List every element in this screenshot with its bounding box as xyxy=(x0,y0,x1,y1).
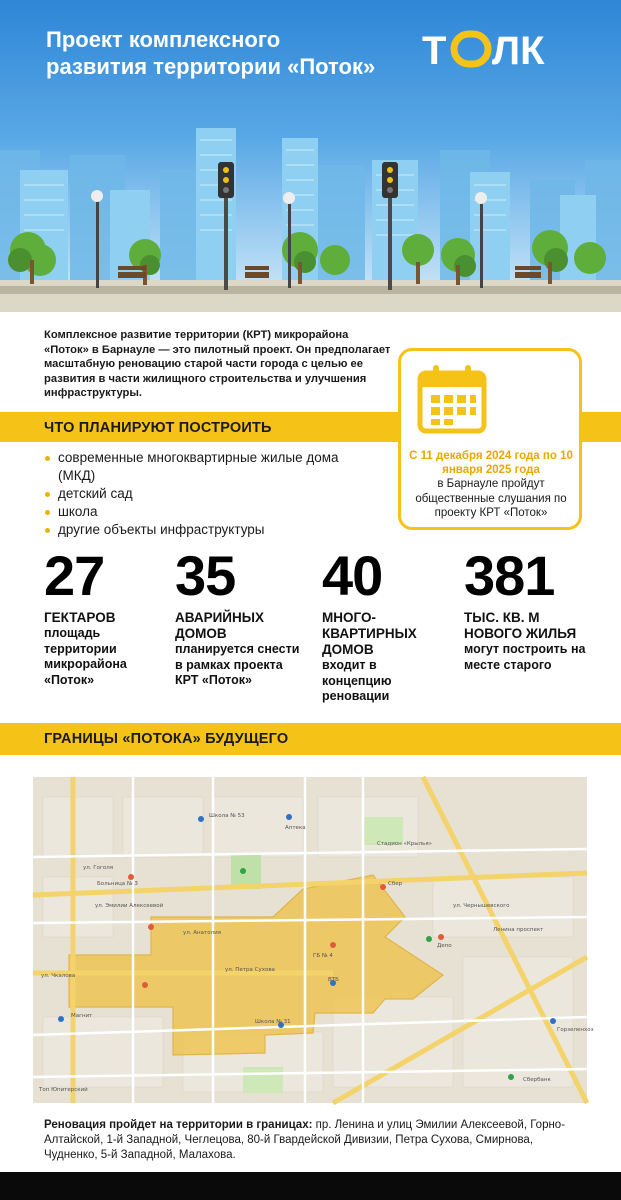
stat-hectares xyxy=(44,544,164,688)
borders-title: ГРАНИЦЫ «ПОТОКА» БУДУЩЕГО xyxy=(44,731,289,747)
map-label: Школа № 31 xyxy=(255,1019,291,1025)
map-label: ул. Гоголя xyxy=(83,865,114,871)
borders-streets: пр. Ленина и улиц Эмилии Алексеевой, Горно-Алтайской, 1-й Западной, Чеглецова, 80-й Гвардейской Дивизии, Петра Сухова, Смирнова, Чудненко, 5-й Западной, Малахова. xyxy=(44,1119,566,1161)
stat-emergency-houses xyxy=(175,544,303,689)
stat-unit: ТЫС. КВ. М НОВОГО ЖИЛЬЯ xyxy=(464,610,577,641)
map-label: ВТБ xyxy=(328,977,339,983)
stat-unit: ГЕКТАРОВ xyxy=(44,610,116,625)
map-label: Больница № 3 xyxy=(97,881,138,887)
map-label: Аптека xyxy=(285,825,306,831)
map-label: ГБ № 4 xyxy=(313,953,333,959)
map-label: Стадион «Крылья» xyxy=(377,841,433,847)
list-item: детский сад xyxy=(44,485,344,503)
map-label: ул. Анатолия xyxy=(183,930,221,936)
map-label: ул. Чернышевского xyxy=(453,903,510,909)
borders-band xyxy=(0,723,621,755)
hearings-text: в Барнауле пройдут общественные слушания по проекту КРТ «Поток» xyxy=(415,478,567,519)
svg-text:ЛК: ЛК xyxy=(492,29,545,73)
intro-text: Комплексное развитие территории (КРТ) микрорайона «Поток» в Барнауле — это пилотный проект. Он предполагает масштабную реновацию старой части города с целью ее развития в части жилищного строительства и улучшения инфраструктуры. xyxy=(44,329,391,399)
map-label: ул. Петра Сухова xyxy=(225,967,275,973)
hearings-dates: С 11 декабря 2024 года по 10 января 2025 года xyxy=(409,450,573,476)
list-item: школа xyxy=(44,503,344,521)
map-label: Школа № 53 xyxy=(209,813,245,819)
map-canvas xyxy=(33,777,587,1103)
tolk-logo xyxy=(420,26,580,72)
hearings-callout xyxy=(398,348,582,530)
territory-map[interactable] xyxy=(33,777,594,1103)
bottom-bar xyxy=(0,1172,621,1200)
calendar-icon xyxy=(417,363,487,435)
plan-title: ЧТО ПЛАНИРУЮТ ПОСТРОИТЬ xyxy=(44,420,272,436)
stat-new-housing xyxy=(464,544,594,673)
territory-borders-text xyxy=(44,1118,584,1163)
map-label: ул. Эмилии Алексеевой xyxy=(95,903,164,909)
page-title: Проект комплексного развития территории «Поток» xyxy=(46,27,376,79)
map-label: Топ Юпитерский xyxy=(39,1087,88,1093)
stat-desc: входит в концепцию реновации xyxy=(322,658,392,703)
stat-unit: АВАРИЙНЫХ ДОМОВ xyxy=(175,610,264,641)
map-label: Сбербанк xyxy=(523,1077,551,1083)
map-label: Депо xyxy=(437,943,452,949)
stat-number: 40 xyxy=(322,544,383,607)
map-label: Магнит xyxy=(71,1013,93,1019)
stat-number: 381 xyxy=(464,544,555,607)
stat-apartment-buildings xyxy=(322,544,440,705)
stat-desc: площадь территории микрорайона «Поток» xyxy=(44,626,127,687)
map-label: Ленина проспект xyxy=(493,927,544,933)
map-label: Сбер xyxy=(388,881,403,887)
stat-desc: планируется снести в рамках проекта КРТ «Поток» xyxy=(175,642,300,687)
hero-banner xyxy=(0,0,621,312)
stat-number: 27 xyxy=(44,544,105,607)
stat-number: 35 xyxy=(175,544,236,607)
list-item: другие объекты инфраструктуры xyxy=(44,521,344,539)
svg-text:Т: Т xyxy=(422,29,449,73)
map-label: ул. Чкалова xyxy=(41,973,76,979)
borders-lead: Реновация пройдет на территории в границах: xyxy=(44,1119,313,1131)
stat-desc: могут построить на месте старого xyxy=(464,642,586,672)
city-illustration xyxy=(0,110,621,312)
map-label: Горзеленхоз xyxy=(557,1027,594,1033)
list-item: современные многоквартирные жилые дома (МКД) xyxy=(44,449,344,485)
plan-list xyxy=(44,449,344,539)
stat-unit: МНОГО-КВАРТИРНЫХ ДОМОВ xyxy=(322,610,417,657)
